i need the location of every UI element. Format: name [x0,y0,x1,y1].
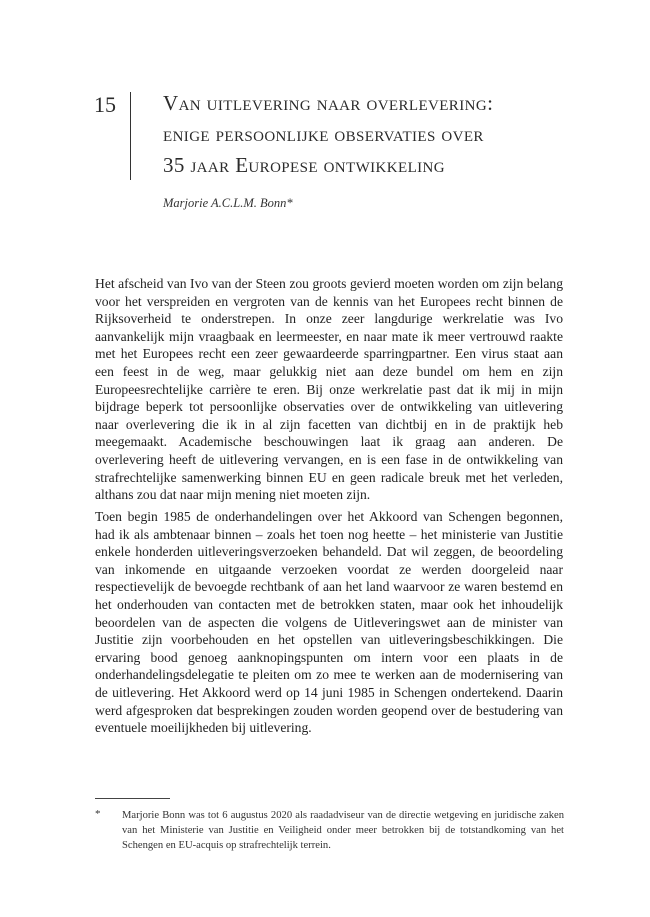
chapter-title-line: Van uitlevering naar overlevering: [163,91,494,115]
chapter-title-line: enige persoonlijke observaties over [163,122,484,146]
footnote-divider [95,798,170,799]
chapter-number: 15 [94,92,116,117]
footnote-text: Marjorie Bonn was tot 6 augustus 2020 als raadadviseur van de directie wetgeving en juridische zaken van het Ministerie van Justitie en Veiligheid onder meer betrokken bij de totstandkoming van het Schengen en EU-acquis op strafrechtelijk terrein. [122,810,564,851]
body-paragraph: Het afscheid van Ivo van der Steen zou groots gevierd moeten worden om zijn belang voor het verspreiden en vergroten van de kennis van het Europees recht binnen de Rijksoverheid te onderstrepen. In onze zeer langdurige werkrelatie was Ivo aanvankelijk mijn vraagbaak en leermeester, en naar mate ik meer vertrouwd raakte met het Europees recht een zeer gewaardeerde sparringpartner. Een virus staat aan een feest in de weg, maar gelukkig niet aan deze bundel om hem en zijn Europeesrechtelijke carrière te eren. Bij onze werkrelatie past dat ik mij in mijn bijdrage beperk tot persoonlijke observaties over de ontwikkeling van uitlevering naar overlevering die ik in al zijn facetten van dichtbij en in de praktijk heb meegemaakt. Academische beschouwingen laat ik graag aan anderen. De overlevering heeft de uitlevering vervangen, en is een fase in de ontwikkeling van strafrechtelijke samenwerking binnen EU en geen radicale breuk met het verleden, althans zou dat naar mijn mening niet moeten zijn. [95,276,563,503]
author-name: Marjorie A.C.L.M. Bonn* [163,196,293,210]
body-paragraph: Toen begin 1985 de onderhandelingen over het Akkoord van Schengen begonnen, had ik als ambtenaar binnen – zoals het toen nog heette – het ministerie van Justitie enkele honderden uitleveringsverzoeken behandeld. Dat wil zeggen, de beoordeling van inkomende en uitgaande verzoeken voordat ze werden doorgeleid naar respectievelijk de bevoegde rechtbank of aan het land waarvoor ze waren bestemd en het onderhouden van contacten met de betrokken staten, maar ook het inhoudelijk beoordelen van de aspecten die volgens de Uitleveringswet aan de minister van Justitie zijn voorbehouden en het opstellen van uitleveringsbeschikkingen. Die ervaring bood genoeg aanknopingspunten om intern voor een plaats in de onderhandelingsdelegatie te pleiten om zo mee te werken aan de modernisering van de uitlevering. Het Akkoord werd op 14 juni 1985 in Schengen ondertekend. Daarin werd afgesproken dat besprekingen zouden worden geopend over de bestudering van eventuele moeilijkheden bij uitlevering. [95,509,563,736]
chapter-divider [130,92,131,180]
footnote-mark: * [95,808,101,820]
chapter-title [163,88,593,181]
chapter-title-line: 35 jaar Europese ontwikkeling [163,153,445,177]
